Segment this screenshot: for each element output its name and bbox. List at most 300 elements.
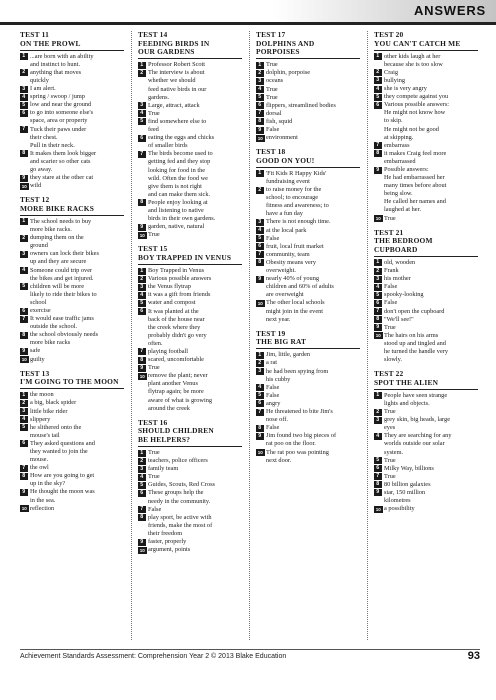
- answer-text: little bike rider: [30, 407, 68, 415]
- answer-number-badge: 10: [21, 506, 27, 512]
- heading-rule: [374, 256, 478, 257]
- answer-text: he had been spying from: [266, 367, 329, 375]
- answer-item: [374, 473, 478, 481]
- answer-number-badge: 1: [20, 218, 28, 225]
- answer-item: [256, 69, 360, 77]
- answer-text: Various possible answers: [148, 275, 212, 283]
- answer-item: [256, 77, 360, 85]
- answer-item: [20, 93, 124, 101]
- answer-text: it makes Craig feel more: [384, 149, 447, 157]
- answer-text: he turned the handle very: [384, 347, 448, 355]
- test-number: TEST 14: [138, 30, 168, 39]
- answer-item: [20, 472, 124, 488]
- answer-text: friends, make the most of: [148, 521, 213, 529]
- answer-text: "We'll see!": [384, 315, 414, 323]
- answer-text: system.: [384, 448, 404, 456]
- answer-text: looking for food in the: [148, 166, 206, 174]
- answer-text: Guides, Scouts, Red Cross: [148, 481, 215, 489]
- answer-text: whether we should: [148, 77, 196, 85]
- test-heading: [374, 370, 478, 387]
- answer-number-badge: 5: [374, 94, 382, 101]
- answer-item: [20, 218, 124, 234]
- answer-text: nearly 40% of young: [266, 275, 319, 283]
- answer-text: they compete against you: [384, 93, 449, 101]
- answer-text: The birds become used to: [148, 150, 213, 158]
- answer-text: Jim, little, garden: [266, 351, 311, 359]
- answer-number-badge: 3: [138, 102, 146, 109]
- answer-text: False: [266, 391, 280, 399]
- answer-number-badge: 9: [20, 348, 28, 355]
- answer-number-badge: 2: [374, 409, 382, 416]
- answer-text: slowly.: [384, 356, 402, 364]
- answer-text: of smaller birds: [148, 142, 188, 150]
- answer-text: embarrass: [384, 141, 410, 149]
- answer-text: remove the plant; never: [148, 372, 208, 380]
- answer-item: [256, 400, 360, 408]
- answer-number-badge: 5: [374, 457, 382, 464]
- answer-item: [374, 53, 478, 69]
- answer-item: [374, 416, 478, 432]
- answer-item: [138, 267, 242, 275]
- answer-item: [20, 53, 124, 69]
- page-number: 93: [467, 650, 480, 662]
- answer-number-badge: 6: [374, 465, 382, 472]
- heading-rule: [20, 50, 124, 51]
- answer-item: [256, 408, 360, 424]
- answer-item: [138, 275, 242, 283]
- answer-text: True: [384, 472, 396, 480]
- answer-number-badge: 7: [138, 348, 146, 355]
- answer-number-badge: 2: [256, 360, 264, 367]
- answer-text: feed: [148, 126, 159, 134]
- answer-item: [256, 251, 360, 259]
- test-number: TEST 20: [374, 30, 404, 39]
- answer-text: likely to ride their bikes to: [30, 290, 97, 298]
- answer-text: birds in their own gardens.: [148, 215, 216, 223]
- answer-number-badge: 10: [257, 300, 263, 306]
- answer-item: [374, 465, 478, 473]
- answer-item: [20, 69, 124, 85]
- test-section: [20, 196, 124, 363]
- answer-number-badge: 6: [20, 440, 28, 447]
- answer-text: People enjoy looking at: [148, 198, 208, 206]
- answer-item: [138, 118, 242, 134]
- answer-item: [256, 134, 360, 142]
- answer-text: People have seen strange: [384, 391, 448, 399]
- answer-number-badge: 4: [374, 433, 382, 440]
- test-number: TEST 17: [256, 30, 286, 39]
- answer-item: [256, 299, 360, 323]
- answer-item: [20, 399, 124, 407]
- answer-item: [256, 227, 360, 235]
- answer-item: [20, 250, 124, 266]
- answer-item: [374, 101, 478, 141]
- answer-number-badge: 4: [256, 384, 264, 391]
- answer-text: the Venus flytrap: [148, 283, 191, 291]
- answer-number-badge: 3: [20, 408, 28, 415]
- answer-item: [138, 546, 242, 554]
- answer-item: [374, 291, 478, 299]
- answer-number-badge: 5: [256, 235, 264, 242]
- test-number: TEST 19: [256, 328, 286, 338]
- answer-item: [138, 538, 242, 546]
- answer-text: embarrassed: [384, 157, 416, 165]
- answer-number-badge: 8: [138, 199, 146, 206]
- answer-item: [138, 199, 242, 223]
- answer-text: low and near the ground: [30, 101, 92, 109]
- answer-item: [256, 118, 360, 126]
- test-section: [138, 419, 242, 555]
- answer-item: [256, 61, 360, 69]
- answer-item: [20, 416, 124, 424]
- answer-text: fish, squid: [266, 117, 293, 125]
- answer-text: next year.: [266, 315, 291, 323]
- answer-text: children and 60% of adults: [266, 283, 334, 291]
- answer-text: True: [266, 61, 278, 69]
- answer-text: go away.: [30, 166, 53, 173]
- answer-number-badge: 1: [138, 62, 146, 69]
- answer-item: [20, 174, 124, 182]
- heading-rule: [138, 58, 242, 59]
- answer-item: [138, 299, 242, 307]
- answer-number-badge: 10: [21, 183, 27, 189]
- test-title: ON THE PROWL: [20, 38, 81, 48]
- answer-text: exercise: [30, 307, 51, 314]
- answer-number-badge: 3: [138, 284, 146, 291]
- answer-number-badge: 6: [20, 110, 28, 117]
- answer-text: True: [266, 85, 278, 93]
- answer-text: find somewhere else to: [148, 117, 207, 125]
- answer-text: I am alert.: [30, 85, 56, 93]
- answer-text: playing football: [148, 347, 189, 355]
- test-title: DOLPHINS AND PORPOISES: [256, 38, 315, 57]
- answer-item: [20, 307, 124, 315]
- answer-text: True: [148, 473, 160, 481]
- answer-item: [256, 94, 360, 102]
- heading-rule: [20, 215, 124, 216]
- answer-item: [138, 489, 242, 505]
- answer-text: community, team: [266, 250, 310, 258]
- answer-number-badge: 7: [374, 142, 382, 149]
- heading-rule: [374, 50, 478, 51]
- answer-text: True: [384, 408, 396, 416]
- answer-text: fundraising event: [266, 178, 310, 185]
- answer-text: anything that moves: [30, 68, 82, 76]
- answer-item: [20, 464, 124, 472]
- answer-text: needy in the community.: [148, 497, 211, 505]
- answer-number-badge: 2: [138, 458, 146, 465]
- answer-text: True: [384, 456, 396, 464]
- answer-number-badge: 9: [374, 324, 382, 331]
- answer-text: his cubby: [266, 375, 291, 383]
- answer-item: [20, 126, 124, 150]
- answer-number-badge: 2: [138, 276, 146, 283]
- answer-number-badge: 2: [20, 235, 28, 242]
- answer-text: True: [384, 214, 396, 222]
- answer-text: spring / swoop / jump: [30, 93, 85, 101]
- answer-number-badge: 8: [256, 118, 264, 125]
- answer-text: have a fun day: [266, 210, 303, 218]
- column-divider: [131, 31, 132, 640]
- answer-item: [138, 473, 242, 481]
- answer-text: Craig: [384, 68, 398, 76]
- answer-text: the moon: [30, 391, 54, 399]
- answer-number-badge: 4: [256, 227, 264, 234]
- answer-number-badge: 9: [138, 224, 146, 231]
- answer-item: [256, 235, 360, 243]
- answer-item: [20, 234, 124, 250]
- answer-number-badge: 5: [374, 292, 382, 299]
- test-title: SPOT THE ALIEN: [374, 377, 439, 387]
- test-number: TEST 18: [256, 147, 286, 157]
- answer-number-badge: 7: [256, 409, 264, 416]
- test-section: [20, 31, 124, 190]
- answer-text: False: [148, 505, 162, 513]
- answer-number-badge: 1: [256, 352, 264, 359]
- answer-number-badge: 4: [374, 86, 382, 93]
- answer-text: teachers, police officers: [148, 457, 208, 465]
- answer-text: and listening to native: [148, 206, 204, 214]
- test-title: I'M GOING TO THE MOON: [20, 377, 119, 387]
- answer-item: [138, 465, 242, 473]
- answer-number-badge: 8: [374, 150, 382, 157]
- answer-item: [374, 324, 478, 332]
- answer-text: she is very angry: [384, 85, 427, 93]
- answer-text: How are you going to get: [30, 472, 95, 480]
- answer-number-badge: 2: [138, 70, 146, 77]
- answer-number-badge: 3: [256, 78, 264, 85]
- answer-item: [374, 505, 478, 513]
- answer-number-badge: 8: [374, 481, 382, 488]
- answer-number-badge: 7: [20, 465, 28, 472]
- answer-item: [20, 331, 124, 347]
- answer-text: The school needs to buy: [30, 217, 92, 225]
- answer-number-badge: 1: [374, 392, 382, 399]
- answer-text: slippery: [30, 415, 51, 423]
- answer-text: They asked questions and: [30, 439, 95, 447]
- answer-item: [20, 101, 124, 109]
- test-section: [374, 31, 478, 223]
- answer-text: around the creek: [148, 404, 190, 412]
- answer-text: space, area or property: [30, 117, 88, 125]
- answer-text: in the sea.: [30, 496, 56, 504]
- answer-item: [374, 283, 478, 291]
- answer-text: Jim found two big pieces of: [266, 432, 337, 440]
- answer-item: [256, 432, 360, 448]
- test-number: TEST 13: [20, 368, 50, 378]
- answer-number-badge: 5: [138, 118, 146, 125]
- answer-item: [256, 384, 360, 392]
- answer-number-badge: 8: [20, 473, 28, 480]
- answer-number-badge: 7: [20, 126, 28, 133]
- answer-item: [256, 359, 360, 367]
- answer-item: [374, 166, 478, 215]
- answer-item: [374, 316, 478, 324]
- answer-item: [20, 488, 124, 504]
- answer-text: feed native birds in our: [148, 85, 207, 93]
- answer-item: [138, 449, 242, 457]
- footer-divider: [20, 649, 480, 650]
- answer-text: at skipping.: [384, 133, 414, 141]
- answer-text: Tuck their paws under: [30, 125, 87, 133]
- answer-text: It was planted at the: [148, 307, 199, 315]
- answer-text: and instinct to hunt.: [30, 60, 81, 68]
- answer-text: He threatened to bite Jim's: [266, 408, 333, 416]
- answer-text: their chest.: [30, 133, 58, 141]
- answer-text: Frank: [384, 267, 399, 275]
- answer-number-badge: 9: [374, 489, 382, 496]
- answer-text: it was a gift from friends: [148, 291, 211, 299]
- answer-number-badge: 1: [20, 53, 28, 60]
- answer-text: laughed at her.: [384, 206, 421, 214]
- answer-item: [374, 259, 478, 267]
- answer-number-badge: 3: [374, 276, 382, 283]
- answer-text: the school obviously needs: [30, 331, 99, 339]
- answer-item: [374, 481, 478, 489]
- answer-item: [138, 514, 242, 538]
- answer-text: environment: [266, 134, 298, 142]
- answer-text: False: [266, 126, 280, 134]
- answer-number-badge: 9: [20, 175, 28, 182]
- answer-text: worlds outside our solar: [384, 440, 445, 448]
- answer-number-badge: 4: [138, 474, 146, 481]
- answer-item: [256, 170, 360, 186]
- answer-text: a big, black spider: [30, 399, 77, 407]
- answer-number-badge: 10: [257, 135, 263, 141]
- answer-item: [256, 243, 360, 251]
- answer-item: [374, 267, 478, 275]
- answer-item: [374, 142, 478, 150]
- answer-text: He might not be good: [384, 125, 439, 133]
- answer-text: mouse.: [30, 456, 49, 464]
- answer-text: next door.: [266, 456, 292, 464]
- answer-text: garden, native, natural: [148, 223, 205, 231]
- header-banner: [0, 0, 496, 22]
- answer-number-badge: 3: [256, 219, 264, 226]
- answer-item: [374, 150, 478, 166]
- answer-text: children will be more: [30, 282, 85, 290]
- answer-text: more bike racks: [30, 339, 71, 347]
- answer-item: [374, 275, 478, 283]
- answer-number-badge: 3: [374, 417, 382, 424]
- heading-rule: [256, 167, 360, 168]
- answer-item: [20, 356, 124, 364]
- answer-text: dumping them on the: [30, 234, 84, 242]
- answer-text: False: [384, 283, 398, 291]
- answer-text: spooky-looking: [384, 291, 424, 299]
- test-heading: [138, 419, 242, 445]
- answer-item: [138, 308, 242, 348]
- heading-rule: [374, 389, 478, 390]
- answer-number-badge: 10: [375, 216, 381, 222]
- answer-item: [20, 267, 124, 283]
- answer-text: dolphin, porpoise: [266, 69, 311, 77]
- answer-column-1: [20, 31, 124, 519]
- answer-number-badge: 1: [20, 392, 28, 399]
- answer-text: up and they are secure: [30, 258, 87, 266]
- answer-item: [374, 69, 478, 77]
- answer-number-badge: 1: [256, 170, 264, 177]
- answer-text: are overweight: [266, 291, 304, 299]
- answer-text: The interview is about: [148, 69, 205, 77]
- test-number: TEST 16: [138, 417, 168, 427]
- header-divider: [0, 22, 496, 25]
- page-title: ANSWERS: [413, 3, 486, 18]
- test-title: SHOULD CHILDREN: [138, 426, 214, 436]
- heading-rule: [20, 388, 124, 389]
- answer-item: [256, 368, 360, 384]
- answer-text: a rat: [266, 359, 278, 367]
- answer-number-badge: 7: [374, 473, 382, 480]
- answer-item: [256, 186, 360, 218]
- answer-number-badge: 4: [138, 110, 146, 117]
- answer-number-badge: 7: [374, 308, 382, 315]
- answer-item: [20, 85, 124, 93]
- answer-number-badge: 10: [257, 450, 263, 455]
- answer-text: They are searching for any: [384, 432, 452, 440]
- test-section: [374, 229, 478, 365]
- answer-column-3: [256, 31, 360, 471]
- answer-item: [256, 218, 360, 226]
- test-number: TEST 12: [20, 195, 50, 205]
- answer-number-badge: 5: [256, 392, 264, 399]
- answer-text: bullying: [384, 76, 405, 84]
- answer-text: they stare at the other cat: [30, 174, 94, 182]
- answer-item: [138, 134, 242, 150]
- answer-text: up in the sky?: [30, 480, 66, 488]
- column-divider: [367, 31, 368, 640]
- footer-citation: Achievement Standards Assessment: Comprehension Year 2 © 2013 Blake Education: [20, 653, 287, 660]
- answer-item: [374, 392, 478, 408]
- answer-item: [374, 299, 478, 307]
- heading-rule: [256, 348, 360, 349]
- answer-column-2: [138, 31, 242, 560]
- answer-text: to raise money for the: [266, 186, 322, 194]
- test-heading: [138, 31, 242, 57]
- answer-text: mouse's tail: [30, 431, 60, 439]
- answer-number-badge: 5: [20, 102, 28, 109]
- test-number: TEST 15: [138, 244, 168, 254]
- answer-text: oceans: [266, 77, 284, 85]
- test-title: GOOD ON YOU!: [256, 155, 315, 165]
- answer-item: [20, 347, 124, 355]
- answer-number-badge: 6: [138, 490, 146, 497]
- heading-rule: [138, 264, 242, 265]
- answer-item: [138, 356, 242, 364]
- answer-text: reflection: [30, 504, 55, 512]
- answer-item: [138, 481, 242, 489]
- answer-text: often.: [148, 339, 163, 347]
- answer-text: faster, properly: [148, 538, 187, 546]
- answer-number-badge: 9: [256, 433, 264, 440]
- answer-text: It makes them look bigger: [30, 149, 97, 157]
- answer-text: argument, points: [148, 546, 191, 554]
- answer-text: True: [148, 364, 160, 372]
- answer-item: [138, 506, 242, 514]
- answer-text: Pull in their neck.: [30, 141, 75, 149]
- answer-text: True: [148, 231, 160, 239]
- answer-text: 'Fit Kids R Happy Kids': [266, 169, 327, 177]
- test-heading: [20, 196, 124, 213]
- answer-text: gardens.: [148, 93, 170, 101]
- answer-item: [138, 457, 242, 465]
- answer-text: flippers, streamlined bodies: [266, 101, 336, 109]
- test-heading: [138, 245, 242, 262]
- answer-number-badge: 10: [375, 333, 381, 339]
- answer-item: [138, 283, 242, 291]
- answer-number-badge: 2: [256, 187, 264, 194]
- answer-number-badge: 7: [138, 151, 146, 158]
